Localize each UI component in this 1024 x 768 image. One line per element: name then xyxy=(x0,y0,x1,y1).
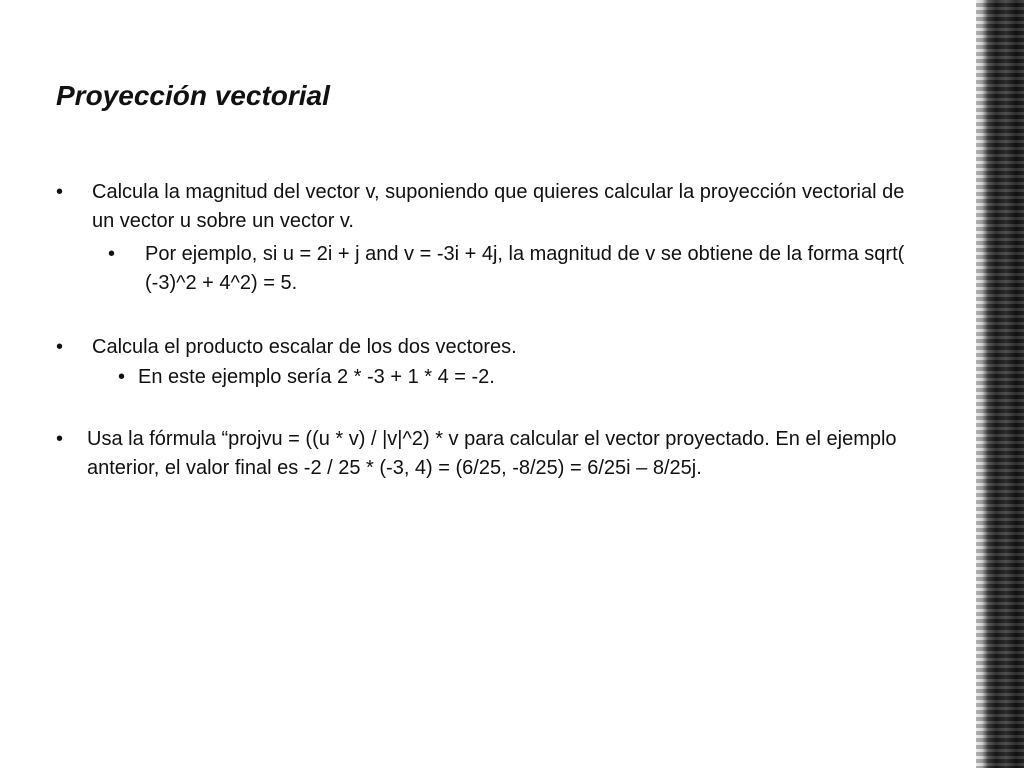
decorative-edge-stripe xyxy=(976,0,1024,768)
bullet-icon: • xyxy=(56,181,64,203)
bullet-icon: • xyxy=(56,428,64,450)
sub-bullet-icon: • xyxy=(108,243,116,265)
sub-bullet-icon: • xyxy=(118,366,126,388)
list-item-formula: Usa la fórmula “projvu = ((u * v) / |v|^2) * v para calcular el vector proyectado. En el ejemplo anterior, el valor final es -2 / 25 * (-3, 4) = (6/25, -8/25) = 6/25i – 8/25j. xyxy=(87,428,897,479)
list-item-magnitude: Calcula la magnitud del vector v, suponiendo que quieres calcular la proyección vectorial de un vector u sobre un vector v. xyxy=(92,181,905,232)
list-item-dot-product: Calcula el producto escalar de los dos vectores. xyxy=(92,336,517,358)
sub-item-magnitude-example: Por ejemplo, si u = 2i + j and v = -3i + 4j, la magnitud de v se obtiene de la forma sqrt( (-3)^2 + 4^2) = 5. xyxy=(145,243,905,294)
slide-title: Proyección vectorial xyxy=(56,80,330,111)
sub-item-dot-product-example: En este ejemplo sería 2 * -3 + 1 * 4 = -2. xyxy=(138,366,495,388)
bullet-icon: • xyxy=(56,336,64,358)
